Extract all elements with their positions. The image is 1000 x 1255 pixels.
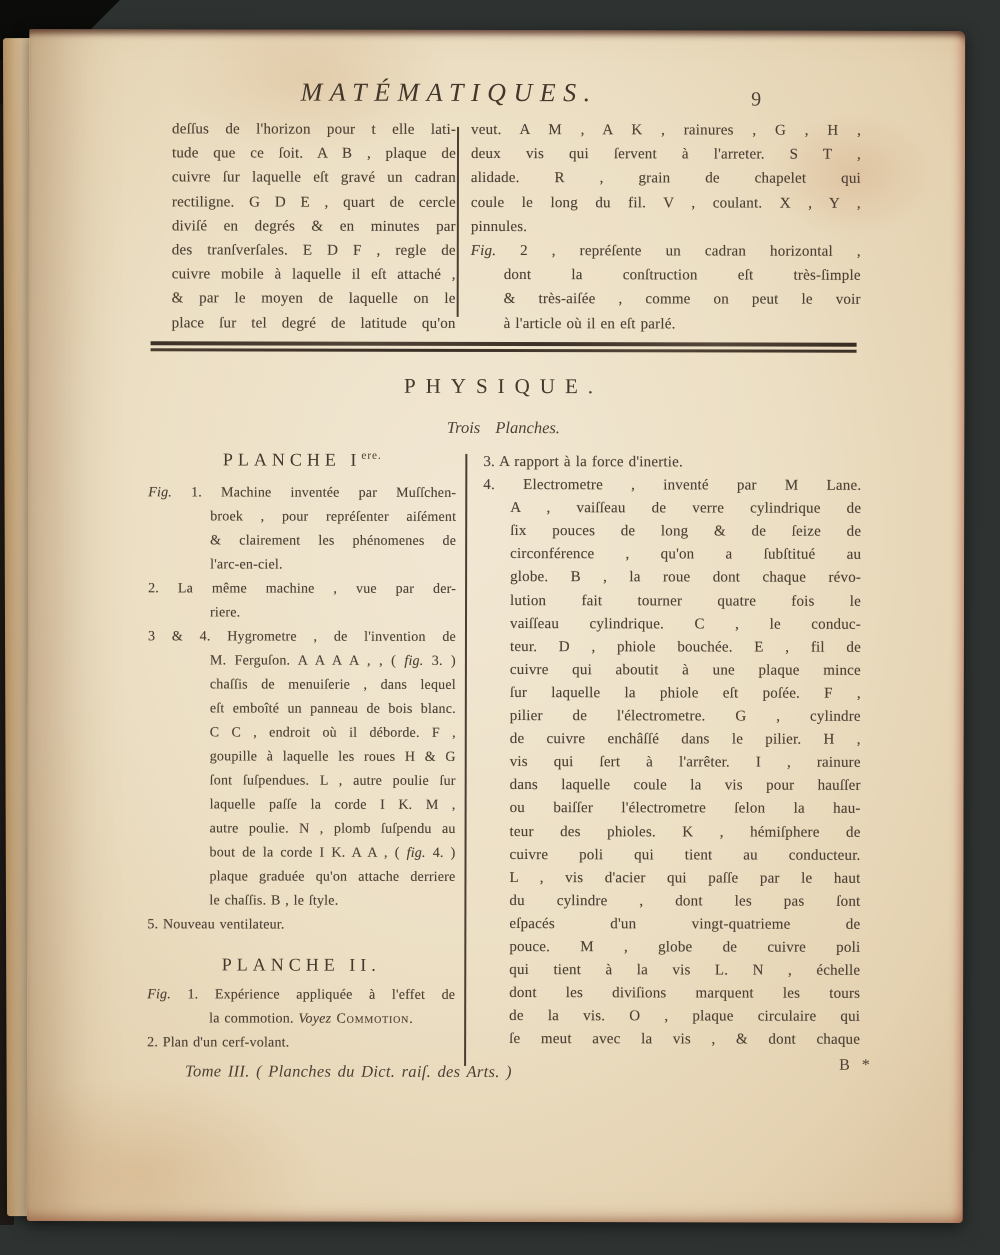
divider-rule-upper [151,341,857,346]
text-line: & très-aiſée , comme on peut le voir [503,291,861,309]
page-title: MATÉMATIQUES. [300,77,598,108]
text-line: ou baiſſer l'électrometre ſelon la hau- [509,800,861,818]
text-line: dans laquelle coule la vis pour hauſſer [509,777,861,795]
planche-1-heading [148,449,456,474]
text-line: cuivre mobile à laquelle il eſt attaché , [171,266,456,284]
section-heading-physique: PHYSIQUE. [403,373,604,399]
planche-1-heading-superscript: ere. [361,449,382,462]
text-line: qui tient à la vis L. N , échelle [509,962,861,979]
text-line: chaſſis de menuiſerie , dans lequel [209,677,456,693]
text-line: M. Ferguſon. A A A A , , ( fig. 3. ) [209,653,456,669]
text-line: rectiligne. G D E , quart de cercle [171,193,456,211]
text-line: circonférence , qu'on a ſubſtitué au [510,546,862,564]
text-line: ſur laquelle la phiole eſt poſée. F , [509,684,861,702]
text-line: cuivre ſur laquelle eſt gravé un cadran [171,169,456,187]
text-line: Fig. 1. Expérience appliquée à l'effet de [147,987,456,1003]
divider-rule-lower [151,348,857,352]
text-line: pilier de l'électrometre. G , cylindre [509,708,861,725]
text-line: teur. D , phiole bouchée. E , fil de [509,638,861,656]
text-line: A , vaiſſeau de verre cylindrique de [510,500,862,517]
text-line: des tranſverſales. E D F , regle de [171,242,456,259]
text-line: deſſus de l'horizon pour t elle lati- [172,121,457,138]
planche-2-items [147,987,455,1060]
top-left-column [172,121,456,339]
text-line: ſe meut avec la vis , & dont chaque [509,1031,861,1049]
text-line: 3 & 4. Hygrometre , de l'invention de [147,629,456,645]
text-line: goupille à laquelle les roues H & G [209,749,456,765]
text-line: l'arc-en-ciel. [210,557,283,573]
text-line: alidade. R , grain de chapelet qui [470,170,861,188]
planche-2-heading: PLANCHE II. [221,954,381,975]
text-line: coule le long du fil. V , coulant. X , Y , [470,194,861,212]
text-line: C C , endroit où il déborde. F , [209,725,456,741]
text-line: laquelle paſſe la corde I K. M , [209,797,456,813]
text-line: 3. A rapport à la force d'inertie. [483,453,683,471]
section-divider-double-rule [151,341,857,352]
book-page [27,29,965,1223]
lower-left-column [147,449,456,1060]
text-line: deux vis qui ſervent à l'arreter. S T , [470,146,862,163]
top-right-column [471,122,861,341]
text-line: plaque graduée qu'on attache derriere [209,869,456,885]
page-number: 9 [751,88,762,111]
text-line: à l'article où il en eſt parlé. [503,315,676,332]
footer-signature-mark: B * [839,1056,874,1074]
text-line: 5. Nouveau ventilateur. [147,917,285,933]
text-line: diviſé en degrés & en minutes par [171,218,456,235]
text-line: veut. A M , A K , rainures , G , H , [471,121,862,139]
text-line: 4. Electrometre , inventé par M Lane. [483,477,862,494]
column-divider-rule-top [457,127,459,317]
text-line: L , vis d'acier qui paſſe par le haut [509,869,861,887]
text-line: ſix pouces de long & de ſeize de [510,523,862,541]
text-line: lution fait tourner quatre fois le [510,592,862,610]
planche-1-items [147,485,456,942]
lower-right-column [482,454,861,1055]
text-line: cuivre qui aboutit à une plaque mince [509,661,861,679]
text-line: pouce. M , globe de cuivre poli [509,938,861,956]
text-line: eſpacés d'un vingt-quatrieme de [509,915,861,933]
text-line: teur des phioles. K , hémiſphere de [509,823,861,841]
text-line: dont les diviſions marquent les tours [509,985,861,1002]
footer-tome-line: Tome III. ( Planches du Dict. raiſ. des Arts. ) [185,1061,512,1082]
text-line: cuivre poli qui tient au conducteur. [509,846,861,864]
text-line: riere. [210,605,241,621]
text-line: Fig. 2 , repréſente un cadran horizontal , [470,242,861,260]
text-line: la commotion. Voyez Commotion. [209,1011,414,1027]
text-line: le chaſſis. B , le ſtyle. [209,893,339,909]
text-line: globe. B , la roue dont chaque révo- [510,569,862,587]
planches-count-subtitle: Trois Planches. [446,417,560,438]
text-line: pinnules. [470,218,528,235]
text-line: bout de la corde I K. A A , ( fig. 4. ) [209,845,456,861]
text-line: eſt emboîté un panneau de bois blanc. [209,701,456,717]
text-line: dont la conſtruction eſt très-ſimple [503,267,861,284]
text-line: & clairement les phénomenes de [210,533,457,549]
text-line: 2. Plan d'un cerf-volant. [147,1035,290,1051]
text-line: de la vis. O , plaque circulaire qui [509,1008,861,1026]
text-line: & par le moyen de laquelle on le [171,290,456,308]
text-line: Fig. 1. Machine inventée par Muſſchen- [148,485,457,501]
text-line: 2. La même machine , vue par der- [148,581,457,597]
text-line: vis qui ſert à l'arrêter. I , rainure [509,754,861,771]
text-line: du cylindre , dont les pas ſont [509,892,861,910]
text-line: de cuivre enchâſſé dans le pilier. H , [509,731,861,748]
column-divider-rule-bottom [464,454,467,1066]
text-line: ſont ſuſpendues. L , autre poulie ſur [209,773,456,789]
text-line: tude que ce ſoit. A B , plaque de [171,145,457,163]
text-line: place ſur tel degré de latitude qu'on [171,314,456,332]
text-line: vaiſſeau cylindrique. C , le conduc- [509,615,862,633]
text-line: autre poulie. N , plomb ſuſpendu au [209,821,456,837]
planche-1-heading-text: PLANCHE I [222,449,362,470]
text-line: broek , pour repréſenter aiſément [210,509,457,525]
